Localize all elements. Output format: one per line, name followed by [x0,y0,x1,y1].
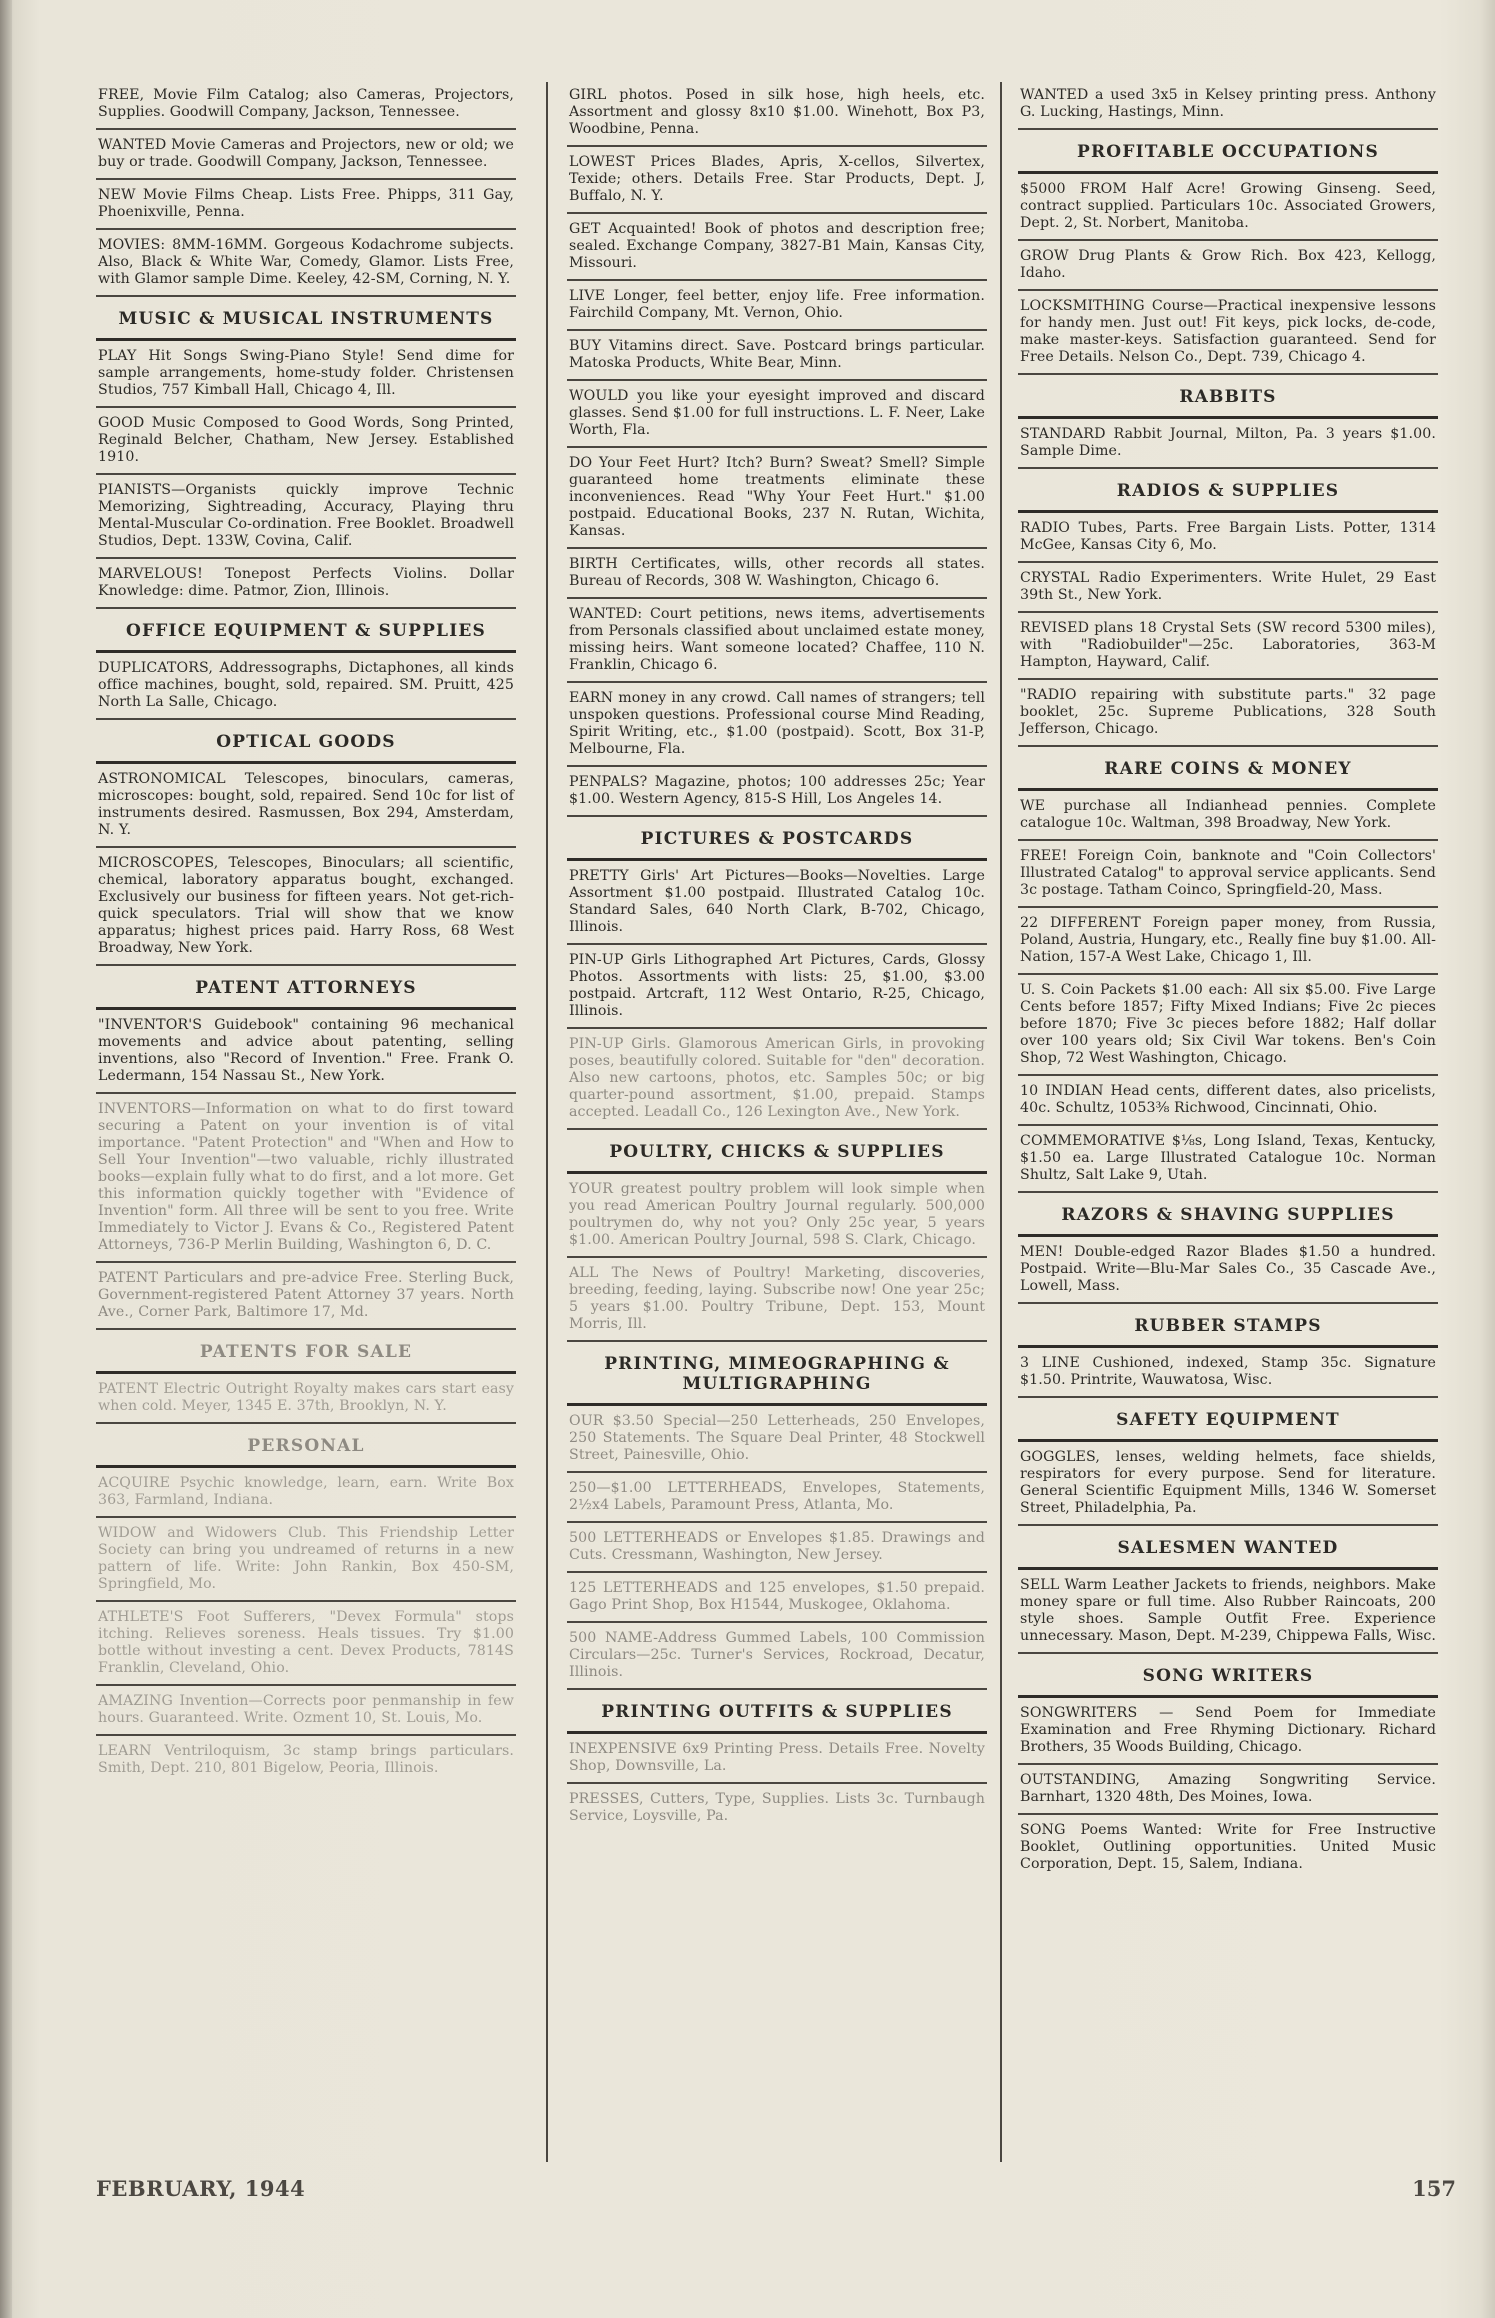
book-spine [0,0,12,2318]
classified-ad: EARN money in any crowd. Call names of strangers; tell unspoken questions. Professional course Mind Reading, Spirit Writing, etc., $1.00 (postpaid). Scott, Box 31-P, Melbourne, Fla. [567,683,987,767]
classified-ad: ATHLETE'S Foot Sufferers, "Devex Formula" stops itching. Relieves soreness. Heals tissues. Try $1.00 bottle without investing a cent. Devex Products, 7814S Franklin, Cleveland, Ohio. [96,1602,516,1686]
classified-ad: DUPLICATORS, Addressographs, Dictaphones, all kinds office machines, bought, sold, repaired. SM. Pruitt, 425 North La Salle, Chicago. [96,653,516,720]
section-heading: PERSONAL [96,1424,516,1468]
section-heading: OFFICE EQUIPMENT & SUPPLIES [96,609,516,653]
classified-ad: PATENT Particulars and pre-advice Free. Sterling Buck, Government-registered Patent Attorney 37 years. North Ave., Corner Park, Baltimore 17, Md. [96,1263,516,1330]
section-heading: PATENT ATTORNEYS [96,966,516,1010]
classified-ad: RADIO Tubes, Parts. Free Bargain Lists. Potter, 1314 McGee, Kansas City 6, Mo. [1018,513,1438,563]
classified-ad: ASTRONOMICAL Telescopes, binoculars, cameras, microscopes: bought, sold, repaired. Send 10c for list of instruments desired. Rasmussen, Box 294, Amsterdam, N. Y. [96,764,516,848]
section-heading: SALESMEN WANTED [1018,1526,1438,1570]
section-heading: RABBITS [1018,375,1438,419]
classified-ad: ACQUIRE Psychic knowledge, learn, earn. Write Box 363, Farmland, Indiana. [96,1468,516,1518]
classified-ad: 3 LINE Cushioned, indexed, Stamp 35c. Signature $1.50. Printrite, Wauwatosa, Wisc. [1018,1348,1438,1398]
section-heading: SAFETY EQUIPMENT [1018,1398,1438,1442]
classified-ad: FREE! Foreign Coin, banknote and "Coin Collectors' Illustrated Catalog" to approval service applicants. Send 3c postage. Tatham Coinco, Springfield-20, Mass. [1018,841,1438,908]
section-heading: MUSIC & MUSICAL INSTRUMENTS [96,297,516,341]
classified-ad: PRESSES, Cutters, Type, Supplies. Lists 3c. Turnbaugh Service, Loysville, Pa. [569,1791,985,1824]
classified-ad: MICROSCOPES, Telescopes, Binoculars; all scientific, chemical, laboratory apparatus bought, exchanged. Exclusively our business for fifteen years. Not get-rich-quick speculators. Trial will show that we know apparatus; highest prices paid. Harry Ross, 68 West Broadway, New York. [96,848,516,966]
classified-ad: FREE, Movie Film Catalog; also Cameras, Projectors, Supplies. Goodwill Company, Jackson, Tennessee. [96,80,516,130]
column-3 [1018,80,1438,1880]
classified-ad: 250—$1.00 LETTERHEADS, Envelopes, Statements, 2½x4 Labels, Paramount Press, Atlanta, Mo. [567,1473,987,1523]
classified-ad: PLAY Hit Songs Swing-Piano Style! Send dime for sample arrangements, home-study folder. Christensen Studios, 757 Kimball Hall, Chicago 4, Ill. [96,341,516,408]
classified-ad: DO Your Feet Hurt? Itch? Burn? Sweat? Smell? Simple guaranteed home treatments eliminate these inconveniences. Read "Why Your Feet Hurt." $1.00 postpaid. Educational Books, 237 N. Rutan, Wichita, Kansas. [567,448,987,549]
classified-ad: "RADIO repairing with substitute parts." 32 page booklet, 25c. Supreme Publications, 328 South Jefferson, Chicago. [1018,680,1438,747]
section-heading: RARE COINS & MONEY [1018,747,1438,791]
issue-date: FEBRUARY, 1944 [96,2176,306,2201]
column-2 [567,80,987,1832]
classified-ad: WIDOW and Widowers Club. This Friendship Letter Society can bring you undreamed of returns in a new pattern of life. Write: John Rankin, Box 450-SM, Springfield, Mo. [96,1518,516,1602]
classified-ad: LIVE Longer, feel better, enjoy life. Free information. Fairchild Company, Mt. Vernon, Ohio. [567,281,987,331]
classified-ad: U. S. Coin Packets $1.00 each: All six $5.00. Five Large Cents before 1857; Fifty Mixed Indians; Five 2c pieces before 1870; Five 3c pieces before 1882; Half dollar over 100 years old; Six Civil War tokens. Ben's Coin Shop, 72 West Washington, Chicago. [1018,975,1438,1076]
section-heading: RUBBER STAMPS [1018,1304,1438,1348]
section-heading: RAZORS & SHAVING SUPPLIES [1018,1193,1438,1237]
section-heading: PATENTS FOR SALE [96,1330,516,1374]
classified-ad: GOOD Music Composed to Good Words, Song Printed, Reginald Belcher, Chatham, New Jersey. Established 1910. [96,408,516,475]
classified-ad: OUTSTANDING, Amazing Songwriting Service. Barnhart, 1320 48th, Des Moines, Iowa. [1018,1765,1438,1815]
classified-ad: WANTED a used 3x5 in Kelsey printing press. Anthony G. Lucking, Hastings, Minn. [1018,80,1438,130]
classified-ad: MOVIES: 8MM-16MM. Gorgeous Kodachrome subjects. Also, Black & White War, Comedy, Glamor. Lists Free, with Glamor sample Dime. Keeley, 42-SM, Corning, N. Y. [96,230,516,297]
classified-ad: COMMEMORATIVE $⅛s, Long Island, Texas, Kentucky, $1.50 ea. Large Illustrated Catalogue 10c. Norman Shultz, Salt Lake 9, Utah. [1018,1126,1438,1193]
classified-ad: BUY Vitamins direct. Save. Postcard brings particular. Matoska Products, White Bear, Minn. [567,331,987,381]
classified-ad: 500 LETTERHEADS or Envelopes $1.85. Drawings and Cuts. Cressmann, Washington, New Jersey. [567,1523,987,1573]
classified-ad: PIN-UP Girls Lithographed Art Pictures, Cards, Glossy Photos. Assortments with lists: 25, $1.00, $3.00 postpaid. Artcraft, 112 West Ontario, R-25, Chicago, Illinois. [567,945,987,1029]
classified-ad: WOULD you like your eyesight improved and discard glasses. Send $1.00 for full instructions. L. F. Neer, Lake Worth, Fla. [567,381,987,448]
classified-ad: 10 INDIAN Head cents, different dates, also pricelists, 40c. Schultz, 1053⅜ Richwood, Cincinnati, Ohio. [1018,1076,1438,1126]
classified-ad: SELL Warm Leather Jackets to friends, neighbors. Make money spare or full time. Also Rubber Raincoats, 200 style shoes. Sample Outfit Free. Experience unnecessary. Mason, Dept. M-239, Chippewa Falls, Wisc. [1018,1570,1438,1654]
classified-ad: SONGWRITERS — Send Poem for Immediate Examination and Free Rhyming Dictionary. Richard Brothers, 35 Woods Building, Chicago. [1018,1698,1438,1765]
classified-ad: AMAZING Invention—Corrects poor penmanship in few hours. Guaranteed. Write. Ozment 10, St. Louis, Mo. [96,1686,516,1736]
classified-ad: YOUR greatest poultry problem will look simple when you read American Poultry Journal regularly. 500,000 poultrymen do, why not you? Only 25c year, 5 years $1.00. American Poultry Journal, 598 S. Clark, Chicago. [567,1174,987,1258]
column-1 [96,80,516,1784]
section-heading: RADIOS & SUPPLIES [1018,469,1438,513]
classified-ad: PENPALS? Magazine, photos; 100 addresses 25c; Year $1.00. Western Agency, 815-S Hill, Los Angeles 14. [567,767,987,817]
classified-ad: 500 NAME-Address Gummed Labels, 100 Commission Circulars—25c. Turner's Services, Rockroad, Decatur, Illinois. [567,1623,987,1690]
section-heading: OPTICAL GOODS [96,720,516,764]
classified-ad: REVISED plans 18 Crystal Sets (SW record 5300 miles), with "Radiobuilder"—25c. Laboratories, 363-M Hampton, Hayward, Calif. [1018,613,1438,680]
page-footer [96,2176,1456,2206]
section-heading: PICTURES & POSTCARDS [567,817,987,861]
classified-ad: 125 LETTERHEADS and 125 envelopes, $1.50 prepaid. Gago Print Shop, Box H1544, Muskogee, Oklahoma. [567,1573,987,1623]
column-divider [546,82,548,2162]
classified-ad: GET Acquainted! Book of photos and description free; sealed. Exchange Company, 3827-B1 Main, Kansas City, Missouri. [567,214,987,281]
classified-ad: MARVELOUS! Tonepost Perfects Violins. Dollar Knowledge: dime. Patmor, Zion, Illinois. [96,559,516,609]
classified-ad: LOCKSMITHING Course—Practical inexpensive lessons for handy men. Just out! Fit keys, pick locks, de-code, make master-keys. Satisfaction guaranteed. Send for Free Details. Nelson Co., Dept. 739, Chicago 4. [1018,291,1438,375]
classified-ad: PIN-UP Girls. Glamorous American Girls, in provoking poses, beautifully colored. Suitable for "den" decoration. Also new cartoons, photos, etc. Samples 50c; or big quarter-pound assortment, $1.00, prepaid. Stamps accepted. Leadall Co., 126 Lexington Ave., New York. [567,1029,987,1130]
classified-ad: 22 DIFFERENT Foreign paper money, from Russia, Poland, Austria, Hungary, etc., Really fine buy $1.00. All-Nation, 157-A West Lake, Chicago 1, Ill. [1018,908,1438,975]
section-heading: POULTRY, CHICKS & SUPPLIES [567,1130,987,1174]
classified-ad: SONG Poems Wanted: Write for Free Instructive Booklet, Outlining opportunities. United Music Corporation, Dept. 15, Salem, Indiana. [1020,1822,1436,1872]
classified-ad: PRETTY Girls' Art Pictures—Books—Novelties. Large Assortment $1.00 postpaid. Illustrated Catalog 10c. Standard Sales, 640 North Clark, B-702, Chicago, Illinois. [567,861,987,945]
section-heading: PRINTING OUTFITS & SUPPLIES [567,1690,987,1734]
classified-ad: PATENT Electric Outright Royalty makes cars start easy when cold. Meyer, 1345 E. 37th, Brooklyn, N. Y. [96,1374,516,1424]
classified-ad: BIRTH Certificates, wills, other records all states. Bureau of Records, 308 W. Washington, Chicago 6. [567,549,987,599]
column-divider [1000,82,1002,2162]
classified-ad: MEN! Double-edged Razor Blades $1.50 a hundred. Postpaid. Write—Blu-Mar Sales Co., 35 Cascade Ave., Lowell, Mass. [1018,1237,1438,1304]
classified-ad: CRYSTAL Radio Experimenters. Write Hulet, 29 East 39th St., New York. [1018,563,1438,613]
classified-ad: INEXPENSIVE 6x9 Printing Press. Details Free. Novelty Shop, Downsville, La. [567,1734,987,1784]
classified-ad: PIANISTS—Organists quickly improve Technic Memorizing, Sightreading, Accuracy, Playing thru Mental-Muscular Co-ordination. Free Booklet. Broadwell Studios, Dept. 133W, Covina, Calif. [96,475,516,559]
classified-ad: ALL The News of Poultry! Marketing, discoveries, breeding, feeding, laying. Subscribe now! One year 25c; 5 years $1.00. Poultry Tribune, Dept. 153, Mount Morris, Ill. [567,1258,987,1342]
classified-ad: LOWEST Prices Blades, Apris, X-cellos, Silvertex, Texide; others. Details Free. Star Products, Dept. J, Buffalo, N. Y. [567,147,987,214]
classified-ad: GOGGLES, lenses, welding helmets, face shields, respirators for every purpose. Send for literature. General Scientific Equipment Mills, 1346 W. Somerset Street, Philadelphia, Pa. [1018,1442,1438,1526]
section-heading: SONG WRITERS [1018,1654,1438,1698]
classified-ad: WANTED Movie Cameras and Projectors, new or old; we buy or trade. Goodwill Company, Jackson, Tennessee. [96,130,516,180]
classified-ad: INVENTORS—Information on what to do first toward securing a Patent on your invention is of vital importance. "Patent Protection" and "When and How to Sell Your Invention"—two valuable, richly illustrated books—explain fully what to do first, and a lot more. Get this information quickly together with "Evidence of Invention" form. All three will be sent to you free. Write Immediately to Victor J. Evans & Co., Registered Patent Attorneys, 736-P Merlin Building, Washington 6, D. C. [96,1094,516,1263]
classified-ad: GROW Drug Plants & Grow Rich. Box 423, Kellogg, Idaho. [1018,241,1438,291]
classified-ad: NEW Movie Films Cheap. Lists Free. Phipps, 311 Gay, Phoenixville, Penna. [96,180,516,230]
classified-ad: $5000 FROM Half Acre! Growing Ginseng. Seed, contract supplied. Particulars 10c. Associated Growers, Dept. 2, St. Norbert, Manitoba. [1018,174,1438,241]
classified-ad: WANTED: Court petitions, news items, advertisements from Personals classified about unclaimed estate money, missing heirs. Want someone located? Chaffee, 110 N. Franklin, Chicago 6. [567,599,987,683]
classified-ad: "INVENTOR'S Guidebook" containing 96 mechanical movements and advice about patenting, selling inventions, also "Record of Invention." Free. Frank O. Ledermann, 154 Nassau St., New York. [96,1010,516,1094]
classified-ad: STANDARD Rabbit Journal, Milton, Pa. 3 years $1.00. Sample Dime. [1018,419,1438,469]
classified-ad: WE purchase all Indianhead pennies. Complete catalogue 10c. Waltman, 398 Broadway, New York. [1018,791,1438,841]
section-heading: PROFITABLE OCCUPATIONS [1018,130,1438,174]
classified-ad: GIRL photos. Posed in silk hose, high heels, etc. Assortment and glossy 8x10 $1.00. Winehott, Box P3, Woodbine, Penna. [567,80,987,147]
page-number: 157 [1412,2176,1456,2201]
classified-ad: LEARN Ventriloquism, 3c stamp brings particulars. Smith, Dept. 210, 801 Bigelow, Peoria, Illinois. [98,1743,514,1776]
section-heading: PRINTING, MIMEOGRAPHING & MULTIGRAPHING [567,1342,987,1406]
classified-ad: OUR $3.50 Special—250 Letterheads, 250 Envelopes, 250 Statements. The Square Deal Printer, 48 Stockwell Street, Painesville, Ohio. [567,1406,987,1473]
